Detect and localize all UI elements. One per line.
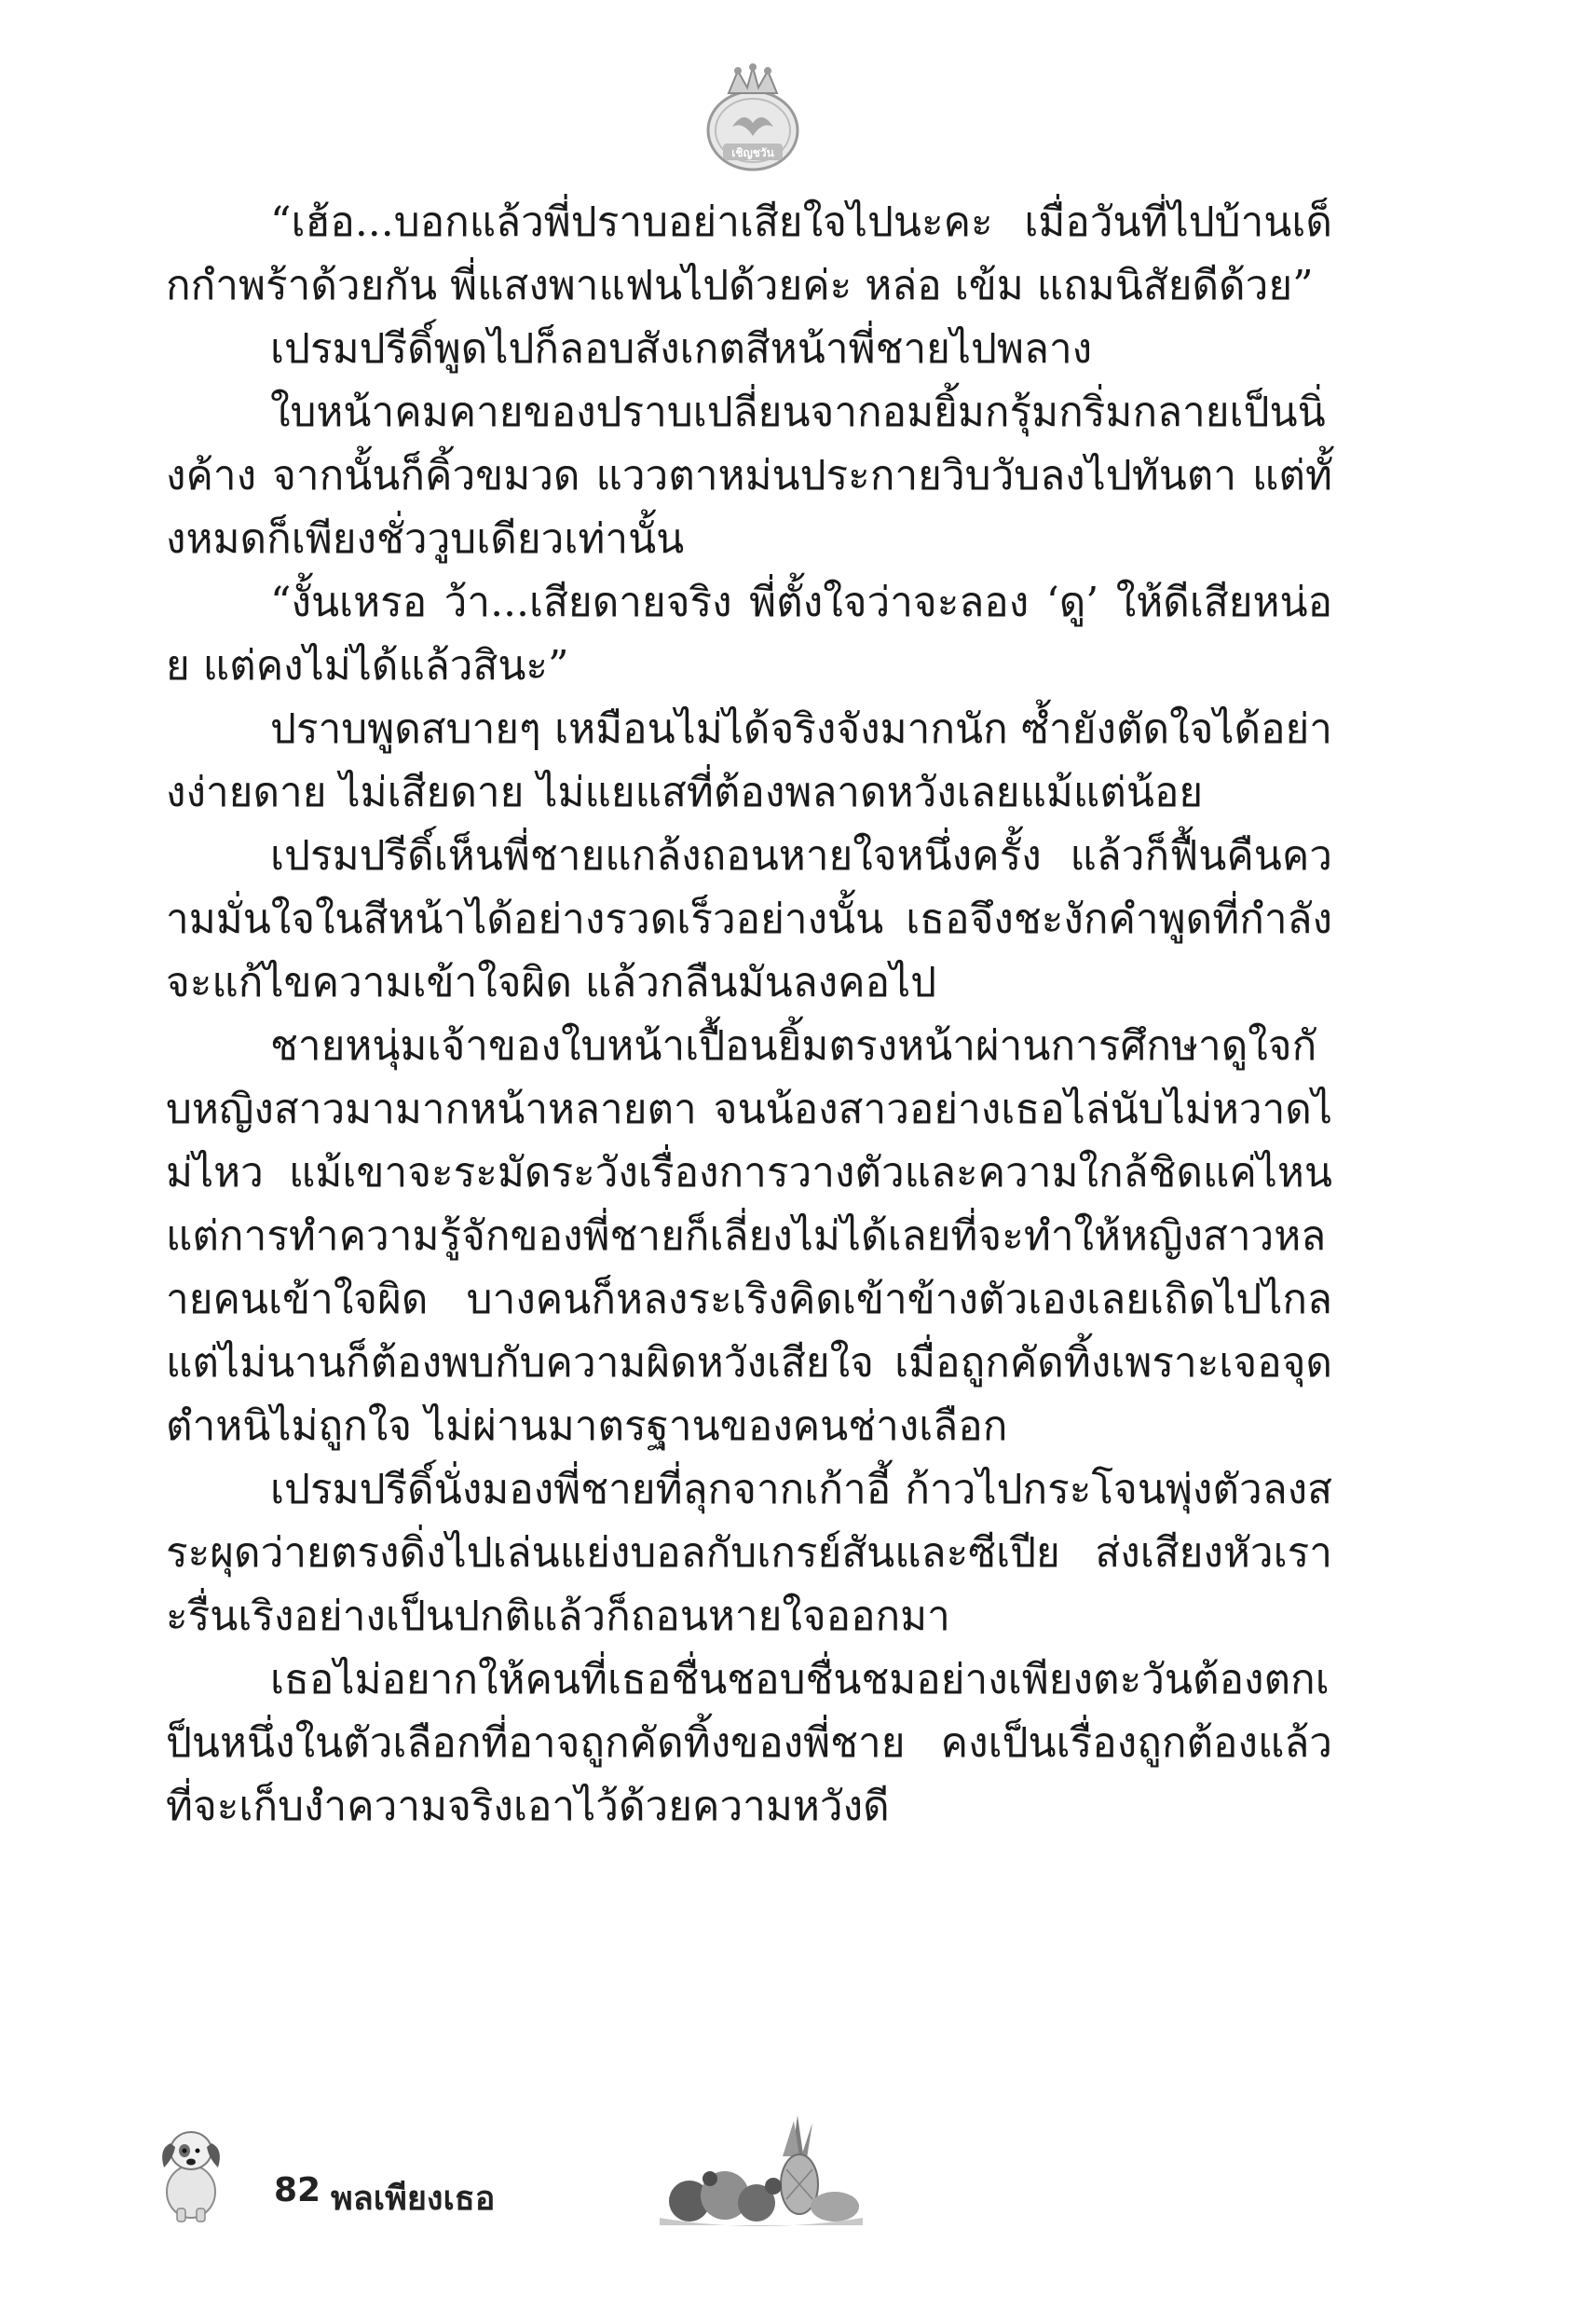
paragraph: ชายหนุ่มเจ้าของใบหน้าเปื้อนยิ้มตรงหน้าผ่านการศึกษาดูใจกับหญิงสาวมามากหน้าหลายตา จนน้องสาวอย่างเธอไล่นับไม่หวาดไม่ไหว แม้เขาจะระมัดระวังเรื่องการวางตัวและความใกล้ชิดแค่ไหน แต่การทำความรู้จักของพี่ชายก็เลี่ยงไม่ได้เลยที่จะทำให้หญิงสาวหลายคนเข้าใจผิด บางคนก็หลงระเริงคิดเข้าข้างตัวเองเลยเถิดไปไกล แต่ไม่นานก็ต้องพบกับความผิดหวังเสียใจ เมื่อถูกคัดทิ้งเพราะเจอจุดตำหนิไม่ถูกใจ ไม่ผ่านมาตรฐานของคนช่างเลือก [166,1022,1332,1450]
paragraph: เปรมปรีดิ์นั่งมองพี่ชายที่ลุกจากเก้าอี้ ก้าวไปกระโจนพุ่งตัวลงสระผุดว่ายตรงดิ่งไปเล่นแย่งบอลกับเกรย์สันและซีเปีย ส่งเสียงหัวเราะรื่นเริงอย่างเป็นปกติแล้วก็ถอนหายใจออกมา [166,1466,1332,1640]
chapter-body [166,191,1332,1839]
page-footer [0,2078,1596,2246]
emblem-text: เชิญชวัน [731,146,774,159]
book-title: พลเพียงเธอ [331,2180,496,2218]
paragraph: เปรมปรีดิ์พูดไปก็ลอบสังเกตสีหน้าพี่ชายไปพลาง [270,325,1093,373]
paragraph: “งั้นเหรอ ว้า...เสียดายจริง พี่ตั้งใจว่าจะลอง ‘ดู’ ให้ดีเสียหน่อย แต่คงไม่ได้แล้วสินะ” [166,579,1332,690]
paragraph: ใบหน้าคมคายของปราบเปลี่ยนจากอมยิ้มกรุ้มกริ่มกลายเป็นนิ่งค้าง จากนั้นก็คิ้วขมวด แววตาหม่นประกายวิบวับลงไปทันตา แต่ทั้งหมดก็เพียงชั่ววูบเดียวเท่านั้น [166,389,1332,563]
page-number: 82 [274,2171,321,2209]
paragraph: “เฮ้อ...บอกแล้วพี่ปราบอย่าเสียใจไปนะคะ เมื่อวันที่ไปบ้านเด็กกำพร้าด้วยกัน พี่แสงพาแฟนไปด้วยค่ะ หล่อ เข้ม แถมนิสัยดีด้วย” [166,198,1332,309]
paragraph: เปรมปรีดิ์เห็นพี่ชายแกล้งถอนหายใจหนึ่งครั้ง แล้วก็ฟื้นคืนความมั่นใจในสีหน้าได้อย่างรวดเร็วอย่างนั้น เธอจึงชะงักคำพูดที่กำลังจะแก้ไขความเข้าใจผิด แล้วกลืนมันลงคอไป [166,832,1332,1006]
fruit-basket-illustration-icon [652,2099,866,2229]
crown-swan-emblem-icon [697,58,809,179]
paragraph: เธอไม่อยากให้คนที่เธอชื่นชอบชื่นชมอย่างเพียงตะวันต้องตกเป็นหนึ่งในตัวเลือกที่อาจถูกคัดทิ้งของพี่ชาย คงเป็นเรื่องถูกต้องแล้วที่จะเก็บงำความจริงเอาไว้ด้วยความหวังดี [166,1656,1332,1830]
paragraph: ปราบพูดสบายๆ เหมือนไม่ได้จริงจังมากนัก ซ้ำยังตัดใจได้อย่างง่ายดาย ไม่เสียดาย ไม่แยแสที่ต้องพลาดหวังเลยแม้แต่น้อย [166,705,1332,816]
puppy-illustration-icon [149,2115,233,2222]
